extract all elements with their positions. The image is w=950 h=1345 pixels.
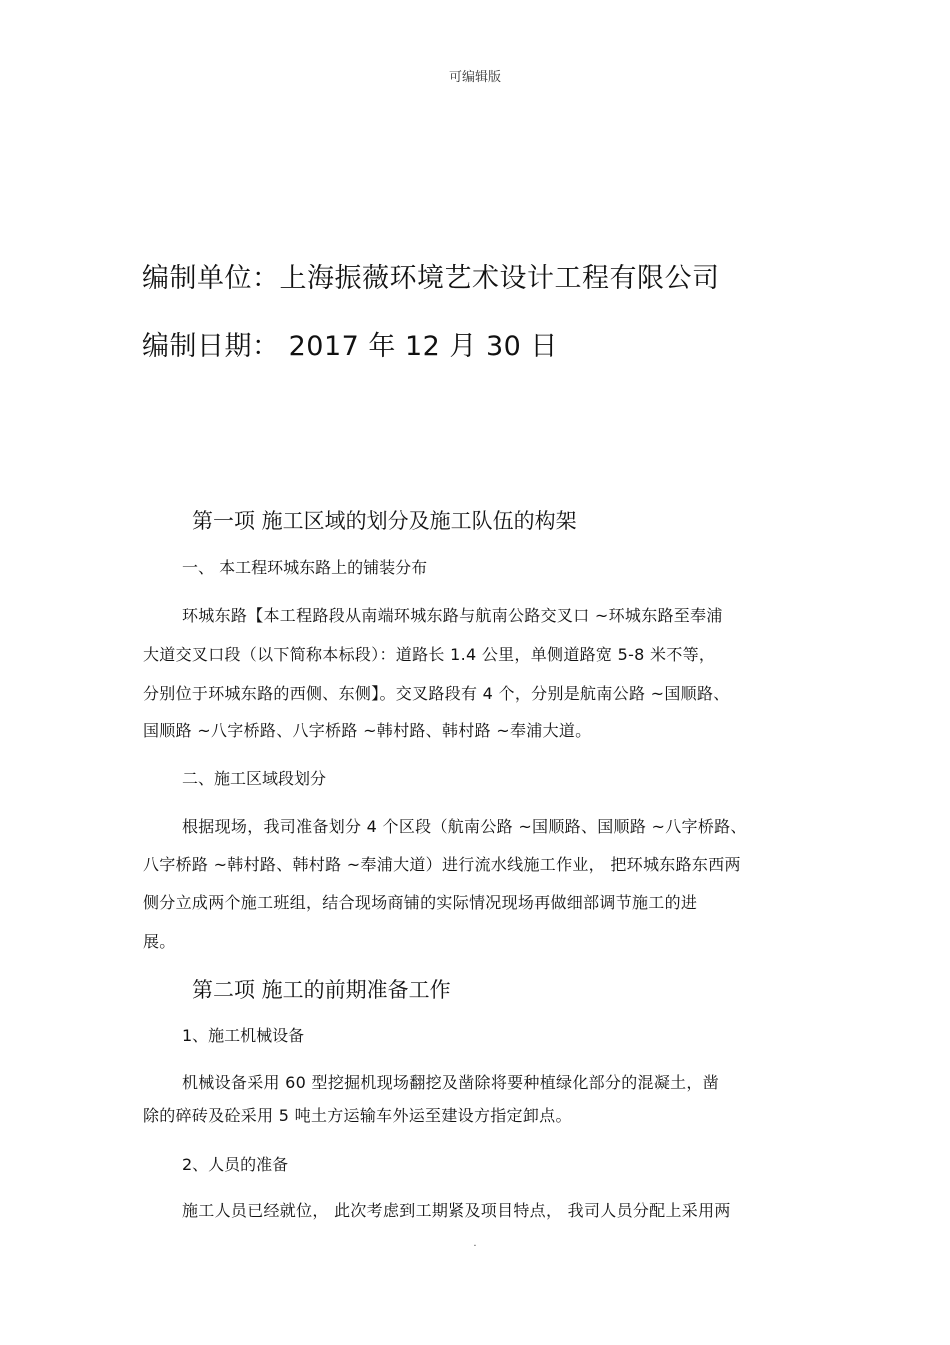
paragraph-line: 八字桥路 ~韩村路、韩村路 ~奉浦大道）进行流水线施工作业， 把环城东路东西两 [143,855,741,874]
header-note: 可编辑版 [448,70,501,85]
paragraph-line: 机械设备采用 60 型挖掘机现场翻挖及凿除将要种植绿化部分的混凝土，凿 [182,1073,720,1092]
section-2-title: 第二项 施工的前期准备工作 [192,978,451,1002]
paragraph-line: 施工人员已经就位， 此次考虑到工期紧及项目特点， 我司人员分配上采用两 [182,1201,731,1220]
paragraph-line: 大道交叉口段（以下简称本标段）：道路长 1.4 公里，单侧道路宽 5-8 米不等， [143,645,716,664]
section-1-title: 第一项 施工区域的划分及施工队伍的构架 [192,509,577,533]
paragraph-line: 展。 [143,932,176,951]
compiling-date-line: 编制日期： 2017 年 12 月 30 日 [142,331,558,362]
paragraph-line: 国顺路 ~八字桥路、八字桥路 ~韩村路、韩村路 ~奉浦大道。 [143,721,592,740]
section-2-subtitle-1: 1、施工机械设备 [182,1026,305,1045]
section-1-subtitle-1: 一、 本工程环城东路上的铺装分布 [182,558,428,577]
paragraph-line: 环城东路【本工程路段从南端环城东路与航南公路交叉口 ~环城东路至奉浦 [182,606,723,625]
paragraph-line: 根据现场，我司准备划分 4 个区段（航南公路 ~国顺路、国顺路 ~八字桥路、 [182,817,747,836]
section-2-subtitle-2: 2、人员的准备 [182,1155,289,1174]
paragraph-line: 侧分立成两个施工班组，结合现场商铺的实际情况现场再做细部调节施工的进 [143,893,698,912]
paragraph-line: 除的碎砖及砼采用 5 吨土方运输车外运至建设方指定卸点。 [143,1106,572,1125]
paragraph-line: 分别位于环城东路的西侧、东侧】。交叉路段有 4 个，分别是航南公路 ~国顺路、 [143,684,730,703]
section-1-subtitle-2: 二、施工区域段划分 [182,769,327,788]
footer-mark: . [473,1238,477,1249]
compiling-unit-line: 编制单位：上海振薇环境艺术设计工程有限公司 [142,263,720,294]
